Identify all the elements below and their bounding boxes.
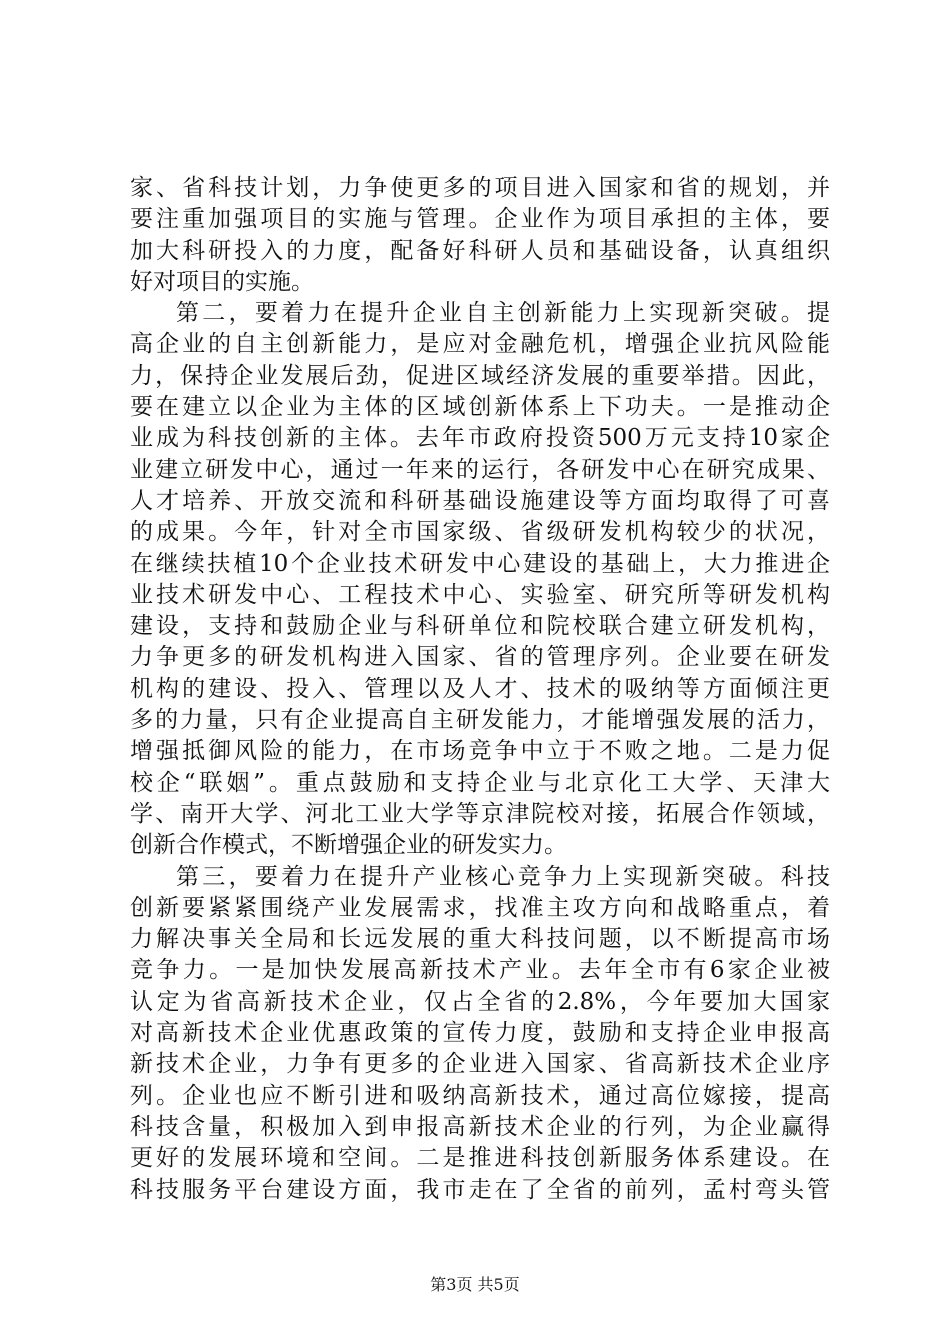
text-line: 对高新技术企业优惠政策的宣传力度，鼓励和支持企业申报高 — [130, 1020, 830, 1047]
text-line: 在继续扶植10个企业技术研发中心建设的基础上，大力推进企 — [130, 550, 830, 577]
text-line: 认定为省高新技术企业，仅占全省的2.8%，今年要加大国家 — [130, 988, 830, 1015]
text-line: 列。企业也应不断引进和吸纳高新技术，通过高位嫁接，提高 — [130, 1082, 830, 1109]
text-line: 力争更多的研发机构进入国家、省的管理序列。企业要在研发 — [130, 644, 830, 671]
text-line: 业技术研发中心、工程技术中心、实验室、研究所等研发机构 — [130, 581, 830, 608]
text-line: 业成为科技创新的主体。去年市政府投资500万元支持10家企 — [130, 425, 830, 452]
text-line: 创新合作模式，不断增强企业的研发实力。 — [130, 832, 567, 859]
text-line: 的成果。今年，针对全市国家级、省级研发机构较少的状况， — [130, 519, 830, 546]
text-line: 要注重加强项目的实施与管理。企业作为项目承担的主体，要 — [130, 206, 830, 233]
text-line: 人才培养、开放交流和科研基础设施建设等方面均取得了可喜 — [130, 487, 830, 514]
paragraph-start-line: 第二，要着力在提升企业自主创新能力上实现新突破。提 — [176, 300, 830, 327]
text-line: 学、南开大学、河北工业大学等京津院校对接，拓展合作领域， — [130, 800, 830, 827]
text-line: 科技含量，积极加入到申报高新技术企业的行列，为企业赢得 — [130, 1113, 830, 1140]
text-line: 多的力量，只有企业提高自主研发能力，才能增强发展的活力， — [130, 707, 830, 734]
text-line: 加大科研投入的力度，配备好科研人员和基础设备，认真组织 — [130, 237, 830, 264]
text-line: 机构的建设、投入、管理以及人才、技术的吸纳等方面倾注更 — [130, 675, 830, 702]
text-line: 新技术企业，力争有更多的企业进入国家、省高新技术企业序 — [130, 1051, 830, 1078]
text-line: 建设，支持和鼓励企业与科研单位和院校联合建立研发机构， — [130, 613, 830, 640]
text-line: 更好的发展环境和空间。二是推进科技创新服务体系建设。在 — [130, 1145, 830, 1172]
text-line: 校企“联姻”。重点鼓励和支持企业与北京化工大学、天津大 — [130, 769, 830, 796]
text-line: 业建立研发中心，通过一年来的运行，各研发中心在研究成果、 — [130, 456, 830, 483]
text-line: 好对项目的实施。 — [130, 268, 314, 295]
text-line: 增强抵御风险的能力，在市场竞争中立于不败之地。二是力促 — [130, 738, 830, 765]
text-line: 力，保持企业发展后劲，促进区域经济发展的重要举措。因此， — [130, 362, 830, 389]
text-line: 家、省科技计划，力争使更多的项目进入国家和省的规划，并 — [130, 175, 830, 201]
text-line: 高企业的自主创新能力，是应对金融危机，增强企业抗风险能 — [130, 331, 830, 358]
page-number-footer: 第3页 共5页 — [430, 1275, 520, 1294]
text-line: 科技服务平台建设方面，我市走在了全省的前列，孟村弯头管 — [130, 1176, 830, 1203]
text-line: 竞争力。一是加快发展高新技术产业。去年全市有6家企业被 — [130, 957, 830, 984]
text-line: 力解决事关全局和长远发展的重大科技问题，以不断提高市场 — [130, 926, 830, 953]
document-body — [130, 173, 830, 1206]
text-line: 创新要紧紧围绕产业发展需求，找准主攻方向和战略重点，着 — [130, 894, 830, 921]
text-line: 要在建立以企业为主体的区域创新体系上下功夫。一是推动企 — [130, 394, 830, 421]
paragraph-start-line: 第三，要着力在提升产业核心竞争力上实现新突破。科技 — [176, 863, 830, 890]
